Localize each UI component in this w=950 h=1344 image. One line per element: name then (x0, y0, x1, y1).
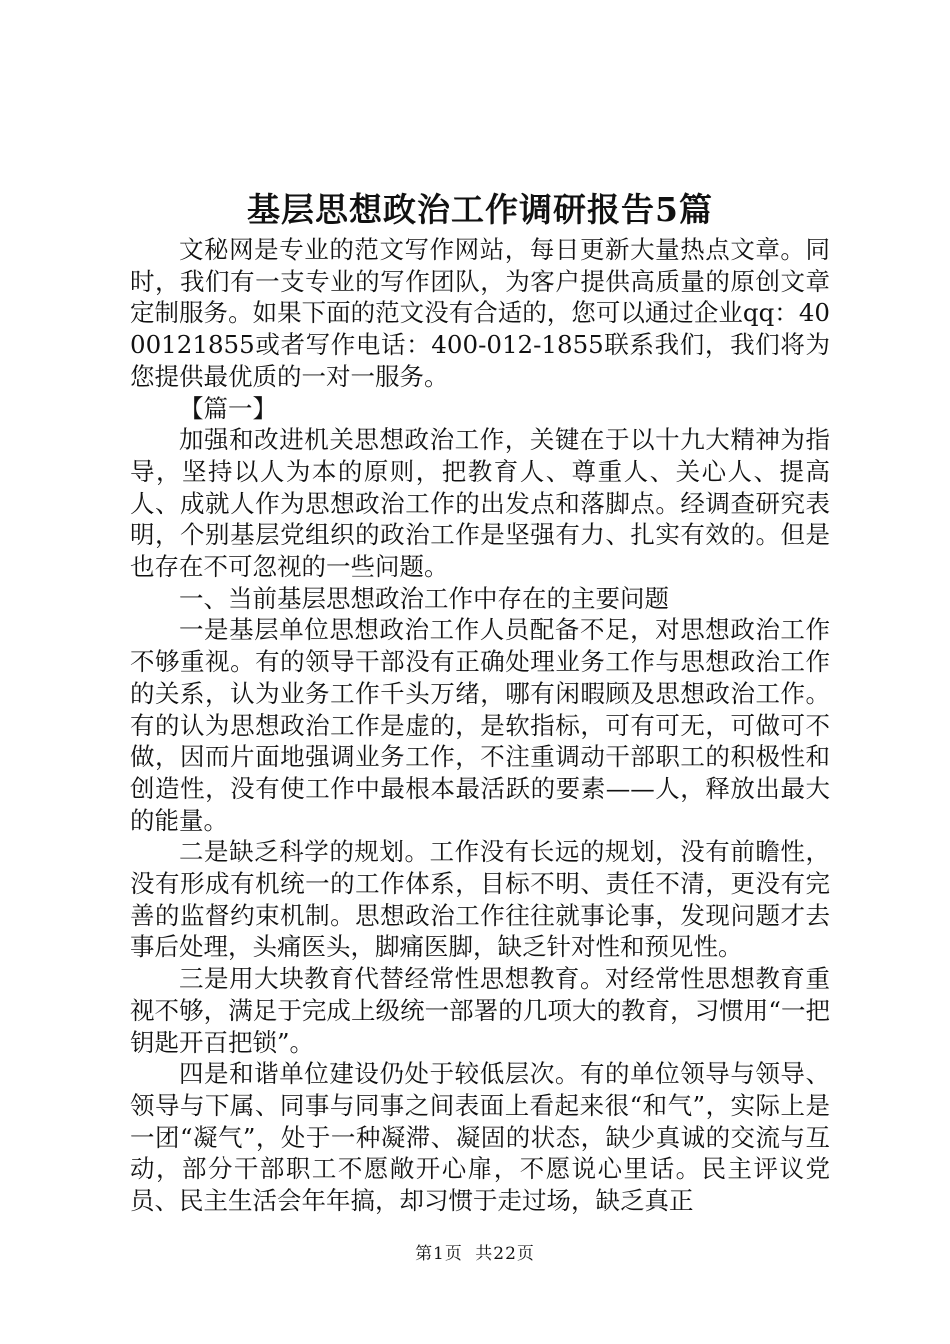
intro-paragraph: 文秘网是专业的范文写作网站，每日更新大量热点文章。同时，我们有一支专业的写作团队，为客户提供高质量的原创文章定制服务。如果下面的范文没有合适的，您可以通过企业qq：4000121855或者写作电话：400-012-1855联系我们，我们将为您提供最优质的一对一服务。 (130, 235, 830, 391)
body-paragraph: 加强和改进机关思想政治工作，关键在于以十九大精神为指导，坚持以人为本的原则，把教育人、尊重人、关心人、提高人、成就人作为思想政治工作的出发点和落脚点。经调查研究表明，个别基层党组织的政治工作是坚强有力、扎实有效的。但是也存在不可忽视的一些问题。 (130, 425, 830, 582)
section-heading-part-one: 【篇一】 (179, 393, 277, 423)
document-title: 基层思想政治工作调研报告5篇 (247, 190, 713, 229)
page-number-footer: 第1页 共22页 (415, 1244, 535, 1264)
body-paragraph: 二是缺乏科学的规划。工作没有长远的规划，没有前瞻性，没有形成有机统一的工作体系，目标不明、责任不清，更没有完善的监督约束机制。思想政治工作往往就事论事，发现问题才去事后处理，头痛医头，脚痛医脚，缺乏针对性和预见性。 (130, 837, 830, 962)
section-heading-main-problems: 一、当前基层思想政治工作中存在的主要问题 (179, 583, 669, 613)
document-body (130, 234, 830, 1217)
body-paragraph: 一是基层单位思想政治工作人员配备不足，对思想政治工作不够重视。有的领导干部没有正确处理业务工作与思想政治工作的关系，认为业务工作千头万绪，哪有闲暇顾及思想政治工作。有的认为思想政治工作是虚的，是软指标，可有可无，可做可不做，因而片面地强调业务工作，不注重调动干部职工的积极性和创造性，没有使工作中最根本最活跃的要素——人，释放出最大的能量。 (130, 615, 830, 835)
body-paragraph: 三是用大块教育代替经常性思想教育。对经常性思想教育重视不够，满足于完成上级统一部署的几项大的教育，习惯用“一把钥匙开百把锁”。 (130, 964, 830, 1057)
body-paragraph: 四是和谐单位建设仍处于较低层次。有的单位领导与领导、领导与下属、同事与同事之间表面上看起来很“和气”，实际上是一团“凝气”，处于一种凝滞、凝固的状态，缺少真诚的交流与互动，部分干部职工不愿敞开心扉，不愿说心里话。民主评议党员、民主生活会年年搞，却习惯于走过场，缺乏真正 (130, 1059, 830, 1216)
